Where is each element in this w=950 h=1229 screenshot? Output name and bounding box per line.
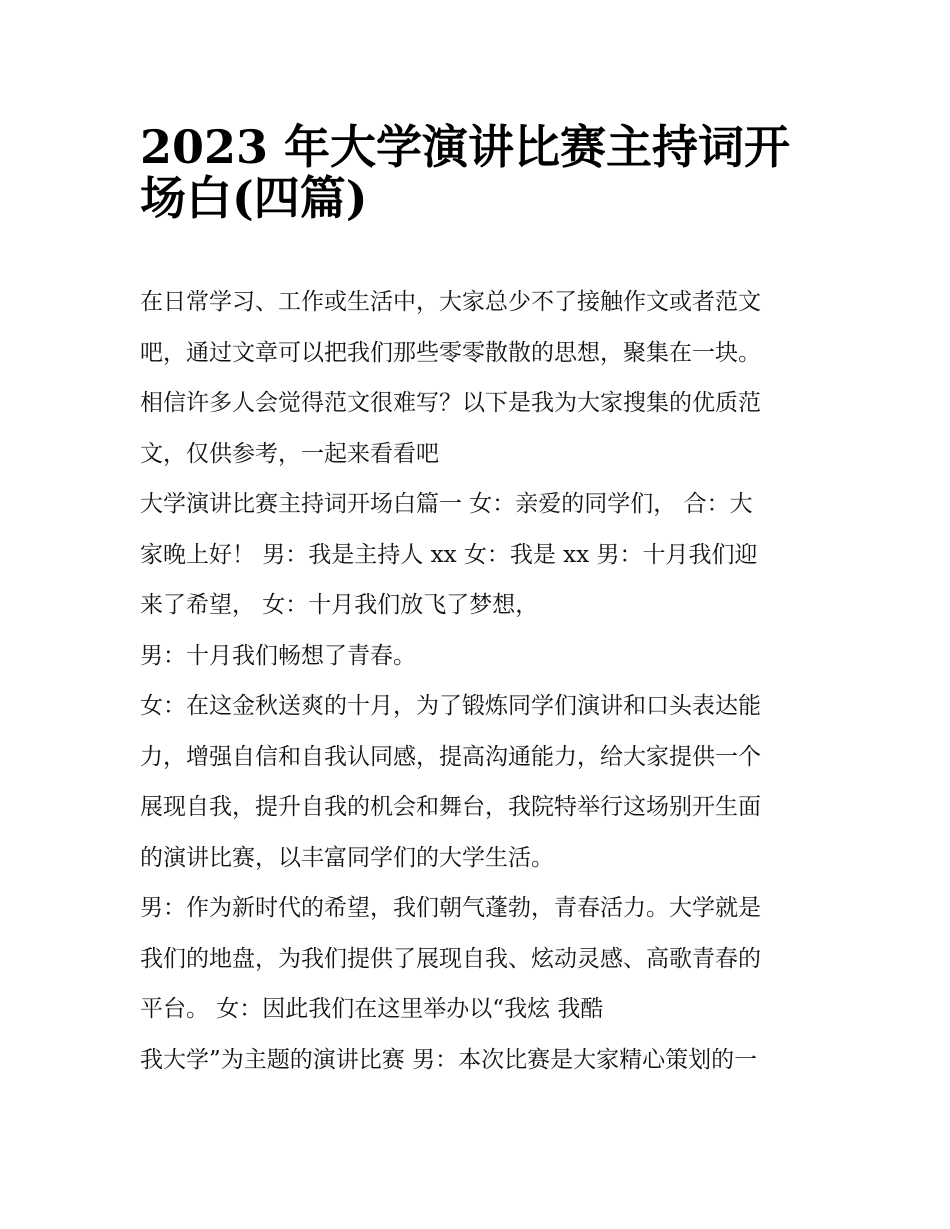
body-line: 在日常学习、工作或生活中，大家总少不了接触作文或者范文 bbox=[140, 289, 761, 315]
document-title bbox=[140, 116, 820, 225]
body-line: 大学演讲比赛主持词开场白篇一 女：亲爱的同学们， 合：大 bbox=[140, 491, 753, 517]
body-line: 相信许多人会觉得范文很难写？以下是我为大家搜集的优质范 bbox=[140, 390, 761, 416]
document-body bbox=[140, 277, 820, 1085]
body-line: 文，仅供参考，一起来看看吧 bbox=[140, 440, 439, 467]
body-line: 的演讲比赛，以丰富同学们的大学生活。 bbox=[140, 844, 554, 871]
body-line: 男：作为新时代的希望，我们朝气蓬勃，青春活力。大学就是 bbox=[140, 895, 761, 921]
body-line: 女：在这金秋送爽的十月，为了锻炼同学们演讲和口头表达能 bbox=[140, 693, 761, 719]
title-line: 场白(四篇) bbox=[140, 170, 368, 225]
body-line: 家晚上好！ 男：我是主持人 xx 女：我是 xx 男：十月我们迎 bbox=[140, 541, 758, 568]
body-line: 我大学”为主题的演讲比赛 男：本次比赛是大家精心策划的一 bbox=[140, 1046, 758, 1073]
body-line: 平台。 女：因此我们在这里举办以“我炫 我酷 bbox=[140, 996, 604, 1022]
body-line: 来了希望， 女：十月我们放飞了梦想， bbox=[140, 592, 539, 618]
body-line: 我们的地盘，为我们提供了展现自我、炫动灵感、高歌青春的 bbox=[140, 945, 761, 972]
body-line: 展现自我，提升自我的机会和舞台，我院特举行这场别开生面 bbox=[140, 794, 761, 820]
body-line: 男：十月我们畅想了青春。 bbox=[140, 642, 416, 669]
body-line: 力，增强自信和自我认同感，提高沟通能力，给大家提供一个 bbox=[140, 743, 761, 770]
title-line: 2023 年大学演讲比赛主持词开 bbox=[140, 120, 791, 174]
body-line: 吧，通过文章可以把我们那些零零散散的思想，聚集在一块。 bbox=[140, 339, 761, 366]
